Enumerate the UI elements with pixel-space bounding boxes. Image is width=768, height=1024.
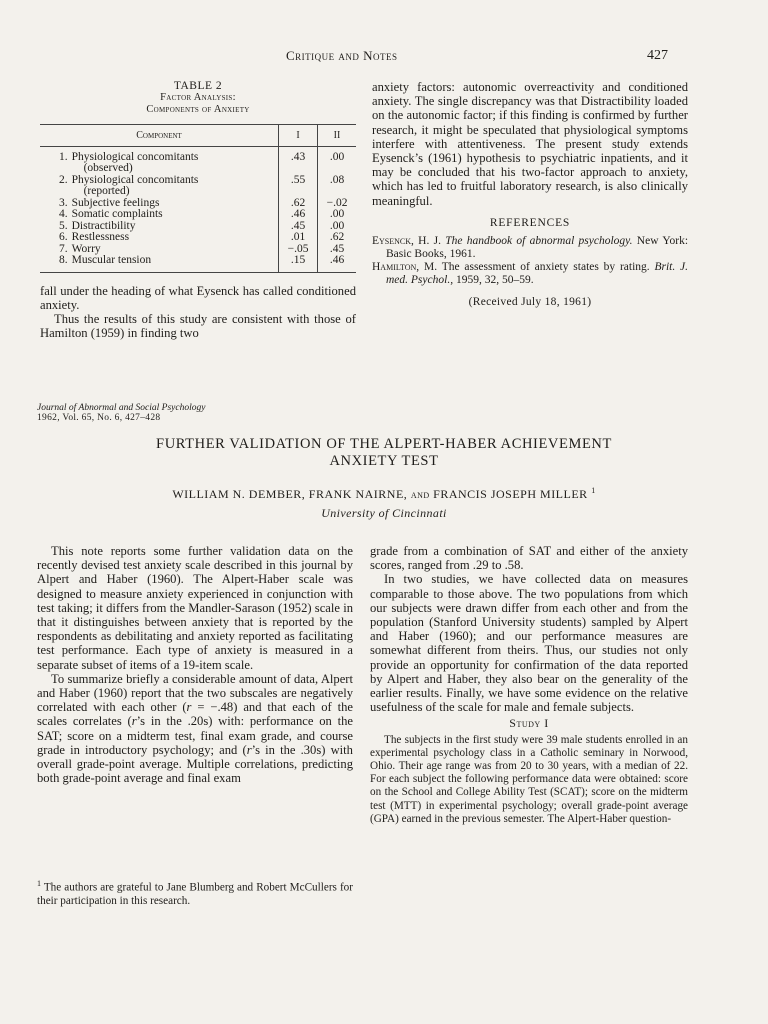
row-factor-2: .00 [318, 146, 356, 175]
section-heading: Study I [509, 716, 549, 731]
component-name: Subjective feelings [71, 196, 160, 209]
header-factor-2: II [318, 125, 356, 147]
row-number: 2. [58, 173, 68, 186]
header-factor-1: I [279, 125, 318, 147]
row-factor-1: .01 [279, 232, 318, 244]
article-title-line-2: ANXIETY TEST [329, 453, 439, 469]
page-number: 427 [647, 48, 668, 63]
text-run: ’s in the .20s) with: performance on the SAT; score on a midterm test, final exam grade, and course grade in introductory psychology; and ( [37, 714, 353, 757]
component-name: Distractibility [71, 219, 136, 232]
reference-item [372, 235, 688, 261]
row-factor-1: .62 [279, 198, 318, 210]
row-factor-1: −.05 [279, 244, 318, 256]
article-title [40, 436, 728, 470]
ref-title: The handbook of abnormal psychology. [445, 235, 633, 248]
text-run: ’s in the .30s) with overall grade-point average. Multiple correlations, predicting both grade-point average and final exam [37, 742, 353, 786]
table-row [40, 255, 356, 272]
table-row [40, 209, 356, 221]
table-label: TABLE 2 [173, 80, 223, 92]
reference-item [372, 261, 688, 287]
row-factor-2: .62 [318, 232, 356, 244]
right-col-top-text [372, 80, 688, 309]
footnote-text: The authors are grateful to Jane Blumberg and Robert McCullers for their participation in this research. [37, 881, 353, 907]
row-factor-1: .45 [279, 221, 318, 233]
affiliation: University of Cincinnati [321, 506, 447, 520]
body-right-column [370, 544, 688, 826]
footnote [37, 877, 353, 908]
paragraph: In two studies, we have collected data on measures comparable to those above. The two populations from which our subjects were drawn differ from each other and from the population (Stanford University students) sampled by Alpert and Haber (1960); and our performance measures are somewhat different from theirs. Thus, our studies not only provide an opportunity for confirmation of the data reported by Alpert and Haber, they also bear on the generality of the earlier results. Finally, we have some evidence on the relative usefulness of the scale for male and female subjects. [370, 572, 688, 715]
row-factor-2: −.02 [318, 198, 356, 210]
journal-name: Journal of Abnormal and Social Psychology [37, 403, 206, 413]
italic-r: r [246, 742, 252, 757]
ref-author: Hamilton, M. [372, 261, 438, 274]
row-factor-2: .00 [318, 209, 356, 221]
component-name: Restlessness [71, 231, 130, 243]
article-title-line-1: FURTHER VALIDATION OF THE ALPERT-HABER ACHIEVEMENT [156, 436, 612, 452]
component-name: Worry [71, 242, 101, 255]
row-component [72, 232, 279, 244]
table-2-block [40, 80, 356, 340]
table-header-row [40, 125, 356, 147]
left-col-top-text [40, 284, 356, 341]
table-subtitle-2: Components of Anxiety [146, 104, 250, 115]
paragraph: Thus the results of this study are consistent with those of Hamilton (1959) in finding two [40, 311, 356, 341]
table-row [40, 175, 356, 198]
row-factor-2: .46 [318, 255, 356, 272]
ref-author: Eysenck, H. J. [372, 235, 441, 248]
row-factor-1: .15 [279, 255, 318, 272]
journal-volume: 1962, Vol. 65, No. 6, 427–428 [37, 413, 161, 423]
ref-journal: Brit. J. med. Psychol., [386, 261, 688, 287]
authors-names: WILLIAM N. DEMBER, FRANK NAIRNE, [172, 487, 408, 501]
row-number: 8. [58, 254, 68, 266]
component-name: Physiological concomitants [71, 150, 199, 163]
text-run: = −.48) and that each of the scales correlates ( [37, 700, 353, 729]
paragraph: grade from a combination of SAT and either of the anxiety scores, ranged from .29 to .58. [370, 544, 688, 573]
row-factor-1: .43 [279, 146, 318, 175]
table-subtitle-1: Factor Analysis: [160, 92, 236, 103]
row-component [72, 146, 279, 175]
component-name: Somatic complaints [71, 208, 163, 220]
row-number: 7. [58, 242, 68, 255]
row-factor-1: .46 [279, 209, 318, 221]
italic-r: r [186, 700, 192, 715]
component-subtext: (reported) [83, 185, 130, 197]
row-component [72, 175, 279, 198]
component-subtext: (observed) [83, 162, 133, 174]
journal-citation [37, 403, 205, 423]
ref-rest: New York: Basic Books, 1961. [386, 235, 689, 261]
authors-and: and [410, 489, 430, 501]
italic-r: r [131, 714, 137, 729]
ref-rest: 1959, 32, 50–59. [455, 274, 534, 287]
row-number: 3. [58, 196, 68, 209]
references-heading: REFERENCES [489, 216, 571, 229]
row-number: 5. [58, 219, 68, 232]
paragraph: fall under the heading of what Eysenck has called conditioned anxiety. [40, 283, 356, 312]
paragraph: The subjects in the first study were 39 male students enrolled in an experimental psychology class in a Catholic seminary in Norwood, Ohio. Their age range was from 20 to 30 years, with a median of 22. For each subject the following performance data were obtained: score on the School and College Ability Test (SCAT); score on the midterm test (MTT) in experimental psychology; overall grade-point average (GPA) earned in the previous semester. The Alpert-Haber question- [370, 733, 688, 825]
row-factor-2: .00 [318, 221, 356, 233]
row-component [72, 255, 279, 272]
footnote-number: 1 [37, 879, 41, 888]
row-factor-2: .45 [318, 244, 356, 256]
row-factor-1: .55 [279, 175, 318, 198]
footnote-mark: 1 [591, 486, 596, 495]
paragraph: This note reports some further validation data on the recently devised test anxiety scale described in this journal by Alpert and Haber (1960). The Alpert-Haber scale was designed to measure anxiety experienced in conjunction with test taking; it differs from the Mandler-Sarason (1952) scale in that it distinguishes between anxiety that is reported by the respondents as debilitating and anxiety reported as facilitating test performance. Each type of anxiety is measured in a separate subset of items of a 19-item scale. [37, 544, 353, 672]
paragraph [37, 672, 353, 786]
running-head-title: Critique and Notes [286, 48, 398, 63]
authors [40, 486, 728, 502]
body-left-column [37, 544, 353, 785]
row-number: 4. [58, 208, 68, 220]
component-name: Physiological concomitants [71, 173, 199, 186]
authors-last: FRANCIS JOSEPH MILLER [433, 487, 588, 501]
table-row [40, 146, 356, 175]
factor-table [40, 124, 356, 273]
text-run: To summarize briefly a considerable amount of data, Alpert and Haber (1960) report that the two subscales are negatively correlated with each other ( [37, 671, 353, 715]
ref-title: The assessment of anxiety states by rating. [441, 261, 650, 274]
row-number: 6. [58, 231, 68, 243]
component-name: Muscular tension [71, 254, 152, 266]
row-component [72, 209, 279, 221]
paragraph: anxiety factors: autonomic overreactivity and conditioned anxiety. The single discrepancy was that Distractibility loaded on the autonomic factor; if this finding is confirmed by further research, it might be speculated that physiological symptoms interfere with attentiveness. The present study extends Eysenck’s (1961) hypothesis to psychiatric inpatients, and it may be concluded that his two-factor approach to anxiety, which has led to fruitful laboratory research, is also clinically meaningful. [372, 80, 688, 208]
row-factor-2: .08 [318, 175, 356, 198]
received-date: (Received July 18, 1961) [468, 296, 592, 309]
table-row [40, 232, 356, 244]
row-number: 1. [58, 150, 68, 163]
header-component: Component [40, 125, 279, 147]
